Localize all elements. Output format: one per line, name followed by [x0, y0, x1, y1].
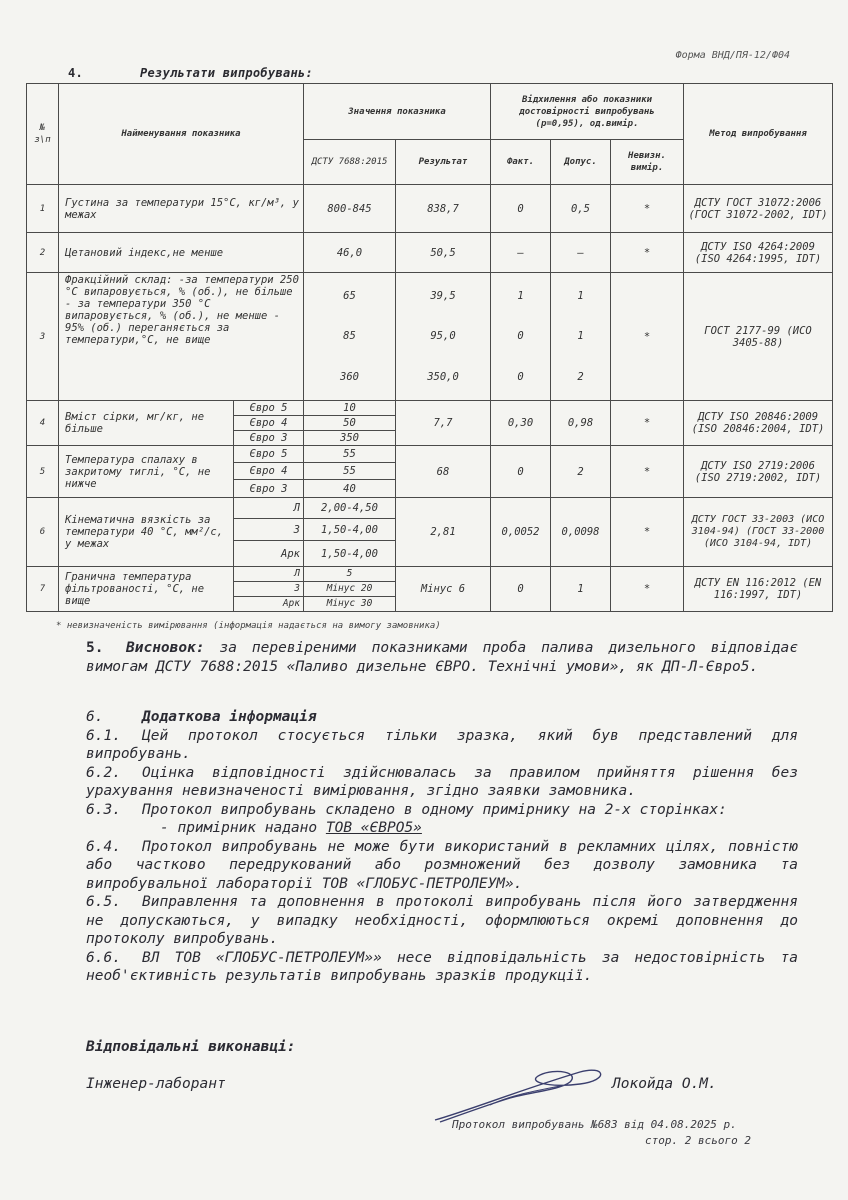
paragraph-text: ВЛ ТОВ «ГЛОБУС-ПЕТРОЛЕУМ»» несе відповідальність за недостовірність та необ'єктивність результатів випробувань зразків продукції. [86, 949, 798, 984]
result-value: 95,0 [430, 330, 456, 343]
fact-value: 1 [517, 289, 524, 302]
section-4-number: 4. [68, 66, 84, 80]
paragraph-6-1 [86, 727, 798, 764]
dstu-cell [304, 273, 396, 401]
table-row [27, 401, 833, 416]
dstu-value: Мінус 20 [304, 582, 396, 597]
uncertainty-value: * [611, 567, 684, 612]
method-value: ДСТУ ISO 4264:2009 (ISO 4264:1995, IDT) [684, 233, 833, 273]
section-5-title: Висновок: [126, 640, 205, 656]
row-name: Температура спалаху в закритому тиглі, °С, не нижче [59, 446, 234, 498]
fact-value: 0,0052 [491, 498, 551, 567]
table-row [27, 567, 833, 582]
header-num: № з\п [27, 84, 59, 185]
sub-label: Л [234, 498, 304, 519]
row-number: 5 [27, 446, 59, 498]
allowed-value: 2 [551, 446, 611, 498]
fact-value: – [491, 233, 551, 273]
protocol-footer: Протокол випробувань №683 від 04.08.2025 р. [452, 1118, 737, 1131]
result-value: 350,0 [427, 371, 459, 384]
dstu-value: 10 [304, 401, 396, 416]
allowed-value: 1 [551, 567, 611, 612]
allowed-value: 0,0098 [551, 498, 611, 567]
uncertainty-value: * [611, 446, 684, 498]
section-6 [86, 708, 798, 986]
paragraph-text: Виправлення та доповнення в протоколі випробувань після його затвердження не допускаються, у випадку необхідності, оформлюються окремі доповнення до протоколу випробувань. [86, 894, 798, 947]
sub-label: Євро 4 [234, 463, 304, 480]
dstu-value: 55 [304, 446, 396, 463]
section-6-number: 6. [86, 709, 104, 725]
dstu-value: 65 [343, 289, 356, 302]
row-name: Кінематична вязкість за температури 40 °С, мм²/с, у межах [59, 498, 234, 567]
row-number: 6 [27, 498, 59, 567]
method-value: ДСТУ ГОСТ 33-2003 (ИСО 3104-94) (ГОСТ 33-2000 (ИСО 3104-94, IDT) [684, 498, 833, 567]
header-deviation-group: Відхилення або показники достовірності випробувань (p=0,95), од.вимір. [491, 84, 684, 140]
row-name: Вміст сірки, мг/кг, не більше [59, 401, 234, 446]
fact-cell [491, 273, 551, 401]
sub-label: Арк [234, 597, 304, 612]
row-name: Фракційний склад: -за температури 250 °С випаровується, % (об.), не більше - за температури 350 °С випаровується, % (об.), не менше - 95% (об.) переганяється за температури,°С, не вище [59, 273, 304, 401]
dstu-value: 5 [304, 567, 396, 582]
table-row [27, 233, 833, 273]
result-value: 50,5 [396, 233, 491, 273]
conclusion-paragraph [86, 639, 798, 676]
header-dstu: ДСТУ 7688:2015 [304, 140, 396, 185]
fact-value: 0 [491, 567, 551, 612]
row-number: 4 [27, 401, 59, 446]
paragraph-6-6 [86, 949, 798, 986]
table-row [27, 185, 833, 233]
row-number: 7 [27, 567, 59, 612]
row-name: Густина за температури 15°С, кг/м³, у межах [59, 185, 304, 233]
form-code: Форма ВНД/ПЯ-12/Ф04 [675, 50, 790, 61]
header-method: Метод випробування [684, 84, 833, 185]
uncertainty-value: * [611, 401, 684, 446]
fact-value: 0 [517, 330, 524, 343]
dstu-value: 1,50-4,00 [304, 541, 396, 567]
paragraph-6-5 [86, 893, 798, 949]
row-number: 2 [27, 233, 59, 273]
uncertainty-value: * [611, 233, 684, 273]
paragraph-6-3 [86, 801, 798, 820]
section-5-number: 5. [86, 640, 104, 656]
paragraph-6-2 [86, 764, 798, 801]
section-4-title: Результати випробувань: [140, 66, 314, 80]
row-number: 1 [27, 185, 59, 233]
results-table [26, 83, 833, 612]
result-value: 39,5 [430, 289, 456, 302]
result-value: 7,7 [396, 401, 491, 446]
allowed-value: 2 [577, 371, 584, 384]
header-allowed: Допус. [551, 140, 611, 185]
fact-value: 0,30 [491, 401, 551, 446]
paragraph-number: 6.3. [86, 801, 121, 818]
result-value: 2,81 [396, 498, 491, 567]
sub-label: Євро 3 [234, 431, 304, 446]
table-row [27, 498, 833, 519]
dstu-value: 40 [304, 480, 396, 498]
result-value: Мінус 6 [396, 567, 491, 612]
sub-label: Арк [234, 541, 304, 567]
result-value: 838,7 [396, 185, 491, 233]
allowed-cell [551, 273, 611, 401]
method-value: ГОСТ 2177-99 (ИСО 3405-88) [684, 273, 833, 401]
paragraph-text: Цей протокол стосується тільки зразка, який був представлений для випробувань. [86, 727, 798, 762]
fact-value: 0 [517, 371, 524, 384]
sub-label: З [234, 582, 304, 597]
dstu-value: 50 [304, 416, 396, 431]
sub-label: Л [234, 567, 304, 582]
section-4-heading [68, 66, 313, 80]
table-footnote: * невизначеність вимірювання (інформація надається на вимогу замовника) [56, 621, 441, 631]
result-cell [396, 273, 491, 401]
uncertainty-value: * [611, 185, 684, 233]
paragraph-text: Оцінка відповідності здійснювалась за правилом прийняття рішення без урахування невизначеності вимірювання, згідно заявки замовника. [86, 764, 798, 799]
dstu-value: 85 [343, 330, 356, 343]
allowed-value: – [551, 233, 611, 273]
sub-label: Євро 5 [234, 401, 304, 416]
method-value: ДСТУ ГОСТ 31072:2006 (ГОСТ 31072-2002, IDT) [684, 185, 833, 233]
conclusion-text: за перевіреними показниками проба палива дизельного відповідає вимогам ДСТУ 7688:2015 «Паливо дизельне ЄВРО. Технічні умови», як ДП-Л-Євро5. [86, 640, 798, 675]
engineer-name: Локойда О.М. [612, 1076, 717, 1092]
section-6-heading [86, 708, 798, 727]
uncertainty-value: * [611, 273, 684, 401]
section-6-title: Додаткова інформація [142, 709, 317, 725]
method-value: ДСТУ ISO 20846:2009 (ISO 20846:2004, IDT) [684, 401, 833, 446]
sub-label: Євро 5 [234, 446, 304, 463]
header-name: Найменування показника [59, 84, 304, 185]
responsible-title: Відповідальні виконавці: [86, 1039, 296, 1055]
method-value: ДСТУ ISO 2719:2006 (ISO 2719:2002, IDT) [684, 446, 833, 498]
paragraph-number: 6.4. [86, 838, 121, 855]
paragraph-number: 6.5. [86, 894, 121, 910]
paragraph-6-4 [86, 838, 798, 894]
sub-label: Євро 4 [234, 416, 304, 431]
dstu-value: 350 [304, 431, 396, 446]
sub-label: Євро 3 [234, 480, 304, 498]
dstu-value: 55 [304, 463, 396, 480]
dstu-value: 2,00-4,50 [304, 498, 396, 519]
allowed-value: 0,98 [551, 401, 611, 446]
sub-label: З [234, 519, 304, 541]
allowed-value: 0,5 [551, 185, 611, 233]
row-number: 3 [27, 273, 59, 401]
dstu-value: Мінус 30 [304, 597, 396, 612]
paragraph-6-3-sub [86, 819, 798, 838]
fact-value: 0 [491, 446, 551, 498]
table-row [27, 273, 833, 401]
recipient-organization: ТОВ «ЄВРО5» [325, 820, 422, 836]
section-5 [86, 639, 798, 676]
sub-item-prefix: - примірник надано [160, 820, 318, 836]
header-value-group: Значення показника [304, 84, 491, 140]
paragraph-text: Протокол випробувань не може бути використаний в рекламних цілях, повністю або частково передрукований або розмножений без дозволу замовника та випробувальної лабораторії ТОВ «ГЛОБУС-ПЕТРОЛЕУМ». [86, 838, 798, 892]
allowed-value: 1 [577, 330, 584, 343]
dstu-value: 800-845 [304, 185, 396, 233]
paragraph-number: 6.6. [86, 949, 121, 966]
method-value: ДСТУ EN 116:2012 (EN 116:1997, IDT) [684, 567, 833, 612]
header-uncertainty: Невизн. вимір. [611, 140, 684, 185]
page-footer: стор. 2 всього 2 [645, 1134, 751, 1147]
dstu-value: 1,50-4,00 [304, 519, 396, 541]
paragraph-text: Протокол випробувань складено в одному примірнику на 2-х сторінках: [142, 801, 727, 818]
uncertainty-value: * [611, 498, 684, 567]
allowed-value: 1 [577, 289, 584, 302]
table-row [27, 446, 833, 463]
row-name: Цетановий індекс,не менше [59, 233, 304, 273]
header-fact: Факт. [491, 140, 551, 185]
paragraph-number: 6.2. [86, 764, 121, 781]
paragraph-number: 6.1. [86, 727, 121, 744]
fact-value: 0 [491, 185, 551, 233]
engineer-role: Інженер-лаборант [86, 1076, 226, 1092]
row-name: Гранична температура фільтрованості, °С, не вище [59, 567, 234, 612]
dstu-value: 360 [340, 371, 359, 384]
header-result: Результат [396, 140, 491, 185]
dstu-value: 46,0 [304, 233, 396, 273]
result-value: 68 [396, 446, 491, 498]
